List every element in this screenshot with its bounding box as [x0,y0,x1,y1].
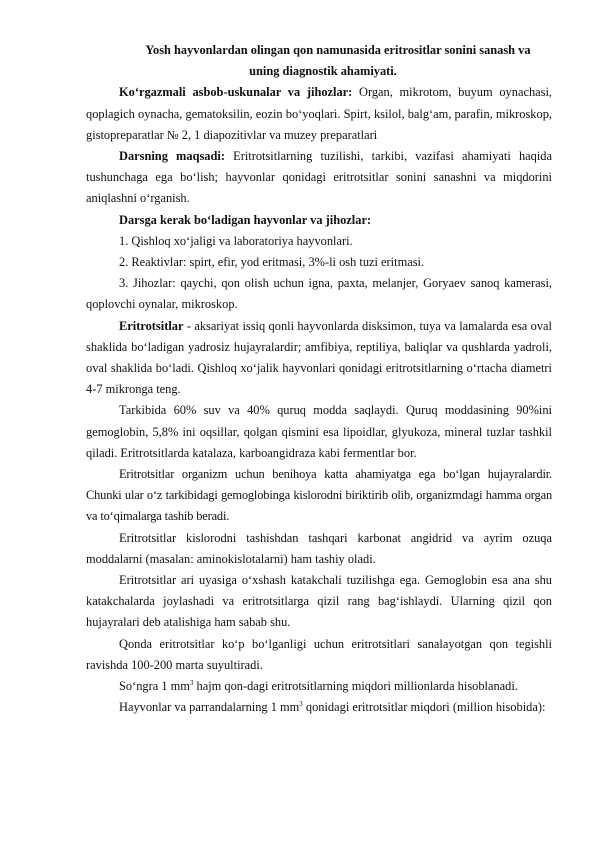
document-title-line-1: Yosh hayvonlardan olingan qon namunasida eritrositlar sonini sanash va [145,43,531,57]
equipment-label: Ko‘rgazmali asbob-uskunalar va jihozlar: [119,85,353,100]
needed-item-2: 2. Reaktivlar: spirt, efir, yod eritmasi, 3%-li osh tuzi eritmasi. [119,255,425,270]
definition-paragraph [86,316,552,401]
volume-before: So‘ngra 1 mm [119,679,190,694]
needed-item-3: 3. Jihozlar: qaychi, qon olish uchun igna, paxta, melanjer, Goryaev sanoq kamerasi, qoplovchi oynalar, mikroskop. [86,276,552,312]
volume-superscript: 3 [189,679,194,688]
importance-paragraph: Eritrotsitlar organizm uchun benihoya katta ahamiyatga ega bo‘lgan hujayralardir. Chunki ular o‘z tarkibidagi gemoglobinga kislorodni biriktirib olib, organizmdagi hamma organ va to‘qimalarga tashib beradi. [86,467,552,524]
purpose-label: Darsning maqsadi: [119,149,225,164]
definition-text: - aksariyat issiq qonli hayvonlarda disksimon, tuya va lamalarda esa oval shaklida bo‘ladigan yadrosiz hujayralardir; amfibiya, reptiliya, baliqlar va qushlarda yadroli, oval shaklida bo‘ladi. Qishloq xo‘jalik hayvonlari qonidagi eritrotsitlarning o‘rtacha diametri 4-7 mikronga teng. [86,318,552,397]
transport-paragraph: Eritrotsitlar kislorodni tashishdan tashqari karbonat angidrid va ayrim ozuqa moddalarni (masalan: aminokislotalarni) ham tashiy oladi. [86,530,552,566]
definition-label: Eritrotsitlar [119,318,184,333]
document-page [86,40,552,719]
count-paragraph [86,697,552,718]
volume-after: hajm qon-dagi eritrotsitlarning miqdori millionlarda hisoblanadi. [193,679,518,694]
equipment-paragraph [86,82,552,146]
equipment-text: Organ, mikrotom, buyum oynachasi, qoplagich oynacha, gematoksilin, eozin bo‘yoqlari. Spirt, ksilol, balg‘am, parafin, mikroskop, gistopreparatlar № 2, 1 diapozitivlar va muzey preparatlari [86,85,552,142]
needed-item-1: 1. Qishloq xo‘jaligi va laboratoriya hayvonlari. [119,233,353,248]
dilution-paragraph: Qonda eritrotsitlar ko‘p bo‘lganligi uchun eritrotsitlari sanalayotgan qon tegishli ravishda 100-200 marta suyultiradi. [86,636,552,672]
count-before: Hayvonlar va parrandalarning 1 mm [119,700,300,715]
structure-paragraph: Eritrotsitlar ari uyasiga o‘xshash katakchali tuzilishga ega. Gemoglobin esa ana shu katakchalarda joylashadi va eritrotsitlarga qizil rang bag‘ishlaydi. Ularning qizil qon hujayralari deb atalishiga ham sabab shu. [86,573,552,630]
count-after: qonidagi eritrotsitlar miqdori (million hisobida): [302,700,546,715]
purpose-text: Eritrotsitlarning tuzilishi, tarkibi, vazifasi ahamiyati haqida tushunchaga ega bo‘lish; hayvonlar qonidagi eritrotsitlar sonini sanashni va miqdorini aniqlashni o‘rganish. [86,149,553,206]
count-superscript: 3 [299,700,303,709]
purpose-paragraph [86,146,552,210]
document-title-line-2: uning diagnostik ahamiyati. [249,64,397,79]
composition-paragraph: Tarkibida 60% suv va 40% quruq modda saqlaydi. Quruq moddasining 90%ini gemoglobin, 5,8% ini oqsillar, qolgan qismini esa lipoidlar, glyukoza, mineral tuzlar tashkil qiladi. Eritrotsitlarda katalaza, karboangidraza kabi fermentlar bor. [86,403,552,460]
needed-heading: Darsga kerak bo‘ladigan hayvonlar va jihozlar: [119,212,372,227]
volume-paragraph [86,676,552,697]
